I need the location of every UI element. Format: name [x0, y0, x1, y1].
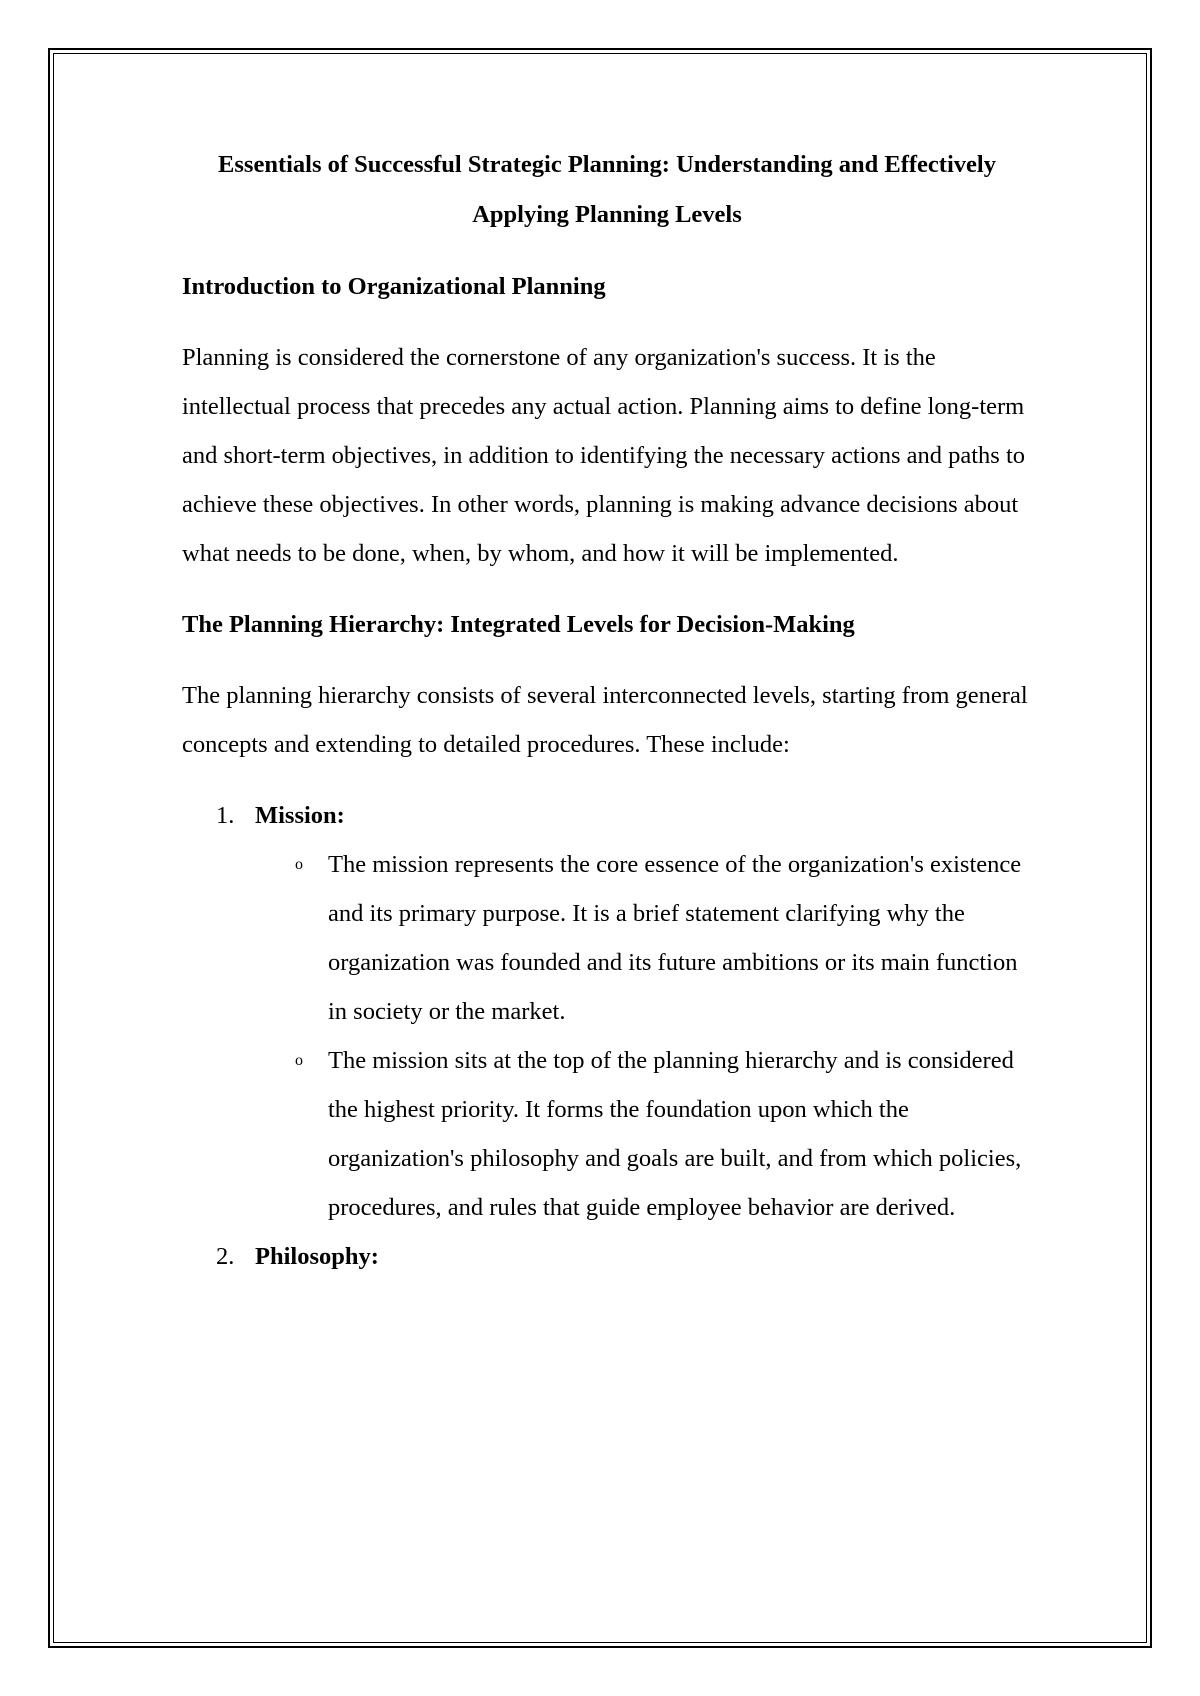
list-number: 2.	[216, 1243, 235, 1270]
bullet-text: The mission sits at the top of the planning hierarchy and is considered the highest priority. It forms the foundation upon which the organization's philosophy and goals are built, and from which policies, procedures, and rules that guide employee behavior are derived.	[328, 1047, 1022, 1221]
section-heading-planning-hierarchy: The Planning Hierarchy: Integrated Levels for Decision-Making	[182, 611, 855, 638]
paragraph-introduction: Planning is considered the cornerstone of any organization's success. It is the intellectual process that precedes any actual action. Planning aims to define long-term and short-term objectives, in addition to identifying the necessary actions and paths to achieve these objectives. In other words, planning is making advance decisions about what needs to be done, when, by whom, and how it will be implemented.	[182, 344, 1026, 567]
list-label-mission: Mission:	[255, 802, 345, 829]
document-body	[182, 140, 1032, 1281]
paragraph-planning-hierarchy: The planning hierarchy consists of several interconnected levels, starting from general concepts and extending to detailed procedures. These include:	[182, 682, 1028, 758]
list-label-philosophy: Philosophy:	[255, 1243, 379, 1270]
section-heading-introduction: Introduction to Organizational Planning	[182, 273, 606, 300]
mission-bullet-list	[255, 840, 1032, 1232]
list-item	[255, 840, 1032, 1036]
list-item-mission	[182, 791, 1032, 1232]
list-item	[255, 1036, 1032, 1232]
list-item-philosophy	[182, 1232, 1032, 1281]
hollow-bullet-icon: o	[295, 856, 303, 873]
document-title: Essentials of Successful Strategic Planning: Understanding and Effectively Applying Planning Levels	[218, 151, 996, 228]
list-number: 1.	[216, 802, 235, 829]
bullet-text: The mission represents the core essence of the organization's existence and its primary purpose. It is a brief statement clarifying why the organization was founded and its future ambitions or its main function in society or the market.	[328, 851, 1022, 1025]
hollow-bullet-icon: o	[295, 1052, 303, 1069]
planning-levels-list	[182, 791, 1032, 1281]
